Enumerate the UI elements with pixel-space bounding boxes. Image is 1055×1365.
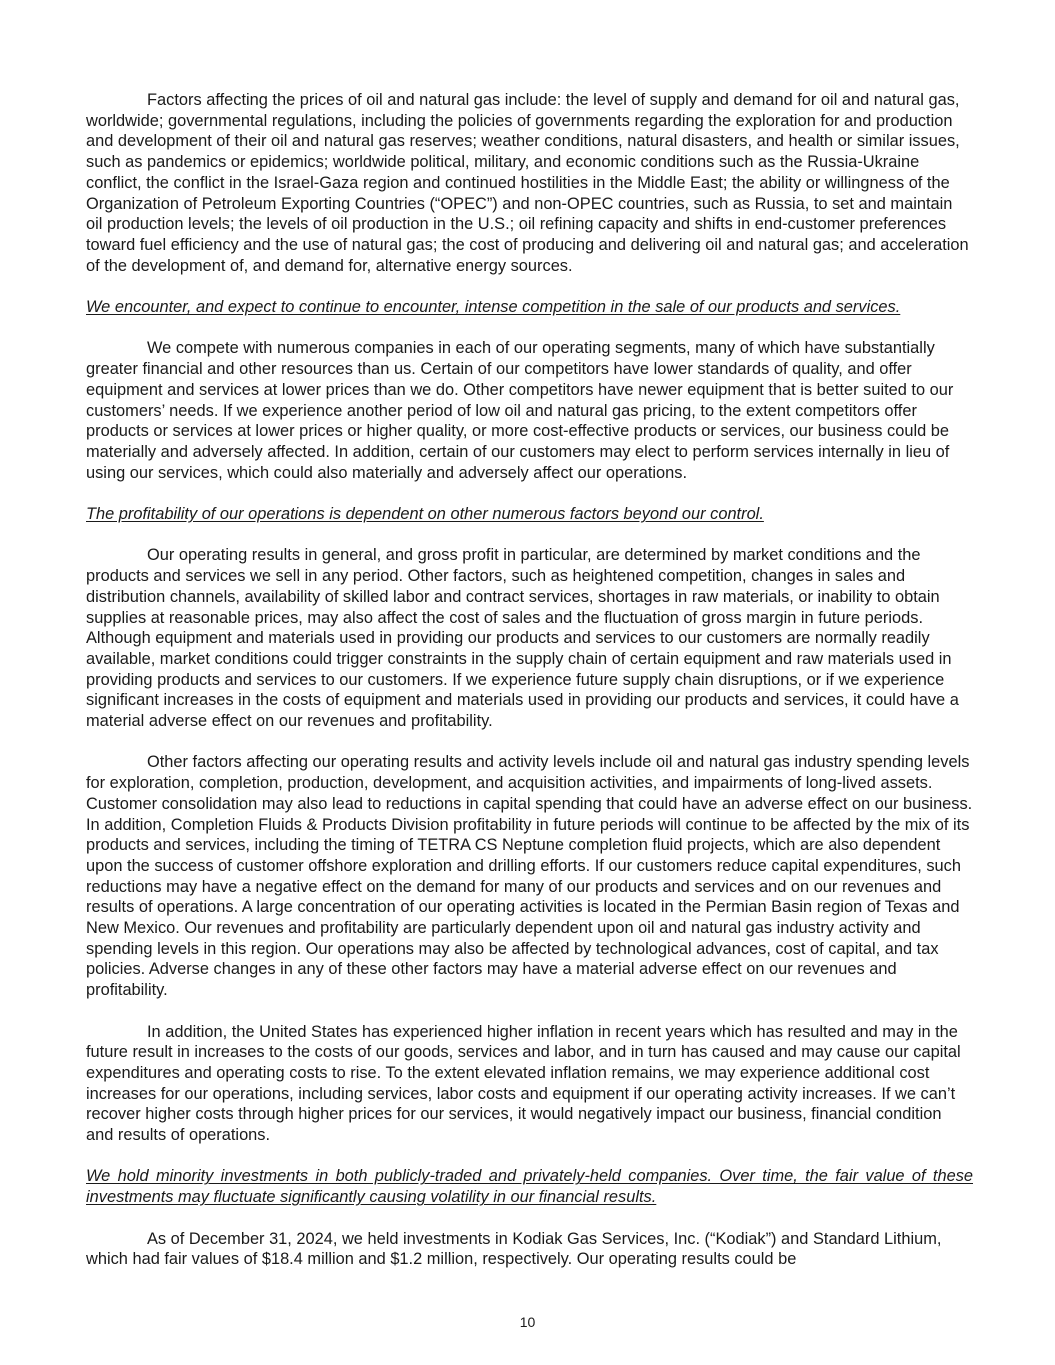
heading-competition: We encounter, and expect to continue to encounter, intense competition in the sale of our products and services. <box>86 298 901 317</box>
paragraph-investments: As of December 31, 2024, we held investments in Kodiak Gas Services, Inc. (“Kodiak”) and Standard Lithium, which had fair values of $18.4 million and $1.2 million, respectively. Our operating results could be <box>86 1229 942 1269</box>
heading-profitability: The profitability of our operations is dependent on other numerous factors beyond our control. <box>86 505 764 524</box>
paragraph-competition: We compete with numerous companies in each of our operating segments, many of which have substantially greater financial and other resources than us. Certain of our competitors have lower standards of quality, and offer equipment and services at lower prices than we do. Other competitors have newer equipment that is better suited to our customers’ needs. If we experience another period of low oil and natural gas pricing, to the extent competitors offer products or services at lower prices or higher quality, or more cost-effective products or services, our business could be materially and adversely affected. In addition, certain of our customers may elect to perform services internally in lieu of using our services, which could also materially and adversely affect our operations. <box>86 339 954 482</box>
document-body <box>86 90 973 1291</box>
paragraph-oil-gas-price-factors: Factors affecting the prices of oil and natural gas include: the level of supply and demand for oil and natural gas, worldwide; governmental regulations, including the policies of governments regarding the exploration for and production and development of their oil and natural gas reserves; weather conditions, natural disasters, and health or similar issues, such as pandemics or epidemics; worldwide political, military, and economic conditions such as the Russia-Ukraine conflict, the conflict in the Israel-Gaza region and continued hostilities in the Middle East; the ability or willingness of the Organization of Petroleum Exporting Countries (“OPEC”) and non-OPEC countries, such as Russia, to set and maintain oil production levels; the levels of oil production in the U.S.; oil refining capacity and shifts in end-customer preferences toward fuel efficiency and the use of natural gas; the cost of producing and delivering oil and natural gas; and acceleration of the development of, and demand for, alternative energy sources. <box>86 91 969 275</box>
paragraph-other-factors: Other factors affecting our operating results and activity levels include oil and natural gas industry spending levels for exploration, completion, production, development, and acquisition activities, and impairments of long-lived assets. Customer consolidation may also lead to reductions in capital spending that could have an adverse effect on our business. In addition, Completion Fluids & Products Division profitability in future periods will continue to be affected by the mix of its products and services, including the timing of TETRA CS Neptune completion fluid projects, which are also dependent upon the success of customer offshore exploration and drilling efforts. If our customers reduce capital expenditures, such reductions may have a negative effect on the demand for many of our products and services and on our revenues and results of operations. A large concentration of our operating activities is located in the Permian Basin region of Texas and New Mexico. Our revenues and profitability are particularly dependent upon oil and natural gas industry activity and spending levels in this region. Our operations may also be affected by technological advances, cost of capital, and tax policies. Adverse changes in any of these other factors may have a material adverse effect on our revenues and profitability. <box>86 753 973 1000</box>
paragraph-inflation: In addition, the United States has experienced higher inflation in recent years which has resulted and may in the future result in increases to the costs of our goods, services and labor, and in turn has caused and may cause our capital expenditures and operating costs to rise. To the extent elevated inflation remains, we may experience additional cost increases for our operations, including services, labor costs and equipment if our operating activity increases. If we can’t recover higher costs through higher prices for our services, it would negatively impact our business, financial condition and results of operations. <box>86 1022 961 1145</box>
page-number: 10 <box>519 1314 536 1330</box>
paragraph-operating-results: Our operating results in general, and gross profit in particular, are determined by market conditions and the products and services we sell in any period. Other factors, such as heightened competition, changes in sales and distribution channels, availability of skilled labor and contract services, shortages in raw materials, or inability to obtain supplies at reasonable prices, may also affect the cost of sales and the fluctuation of gross margin in future periods. Although equipment and materials used in providing our products and services to our customers are normally readily available, market conditions could trigger constraints in the supply chain of certain equipment and raw materials used in providing products and services to our customers. If we experience future supply chain disruptions, or if we experience significant increases in the costs of equipment and materials used in providing our products and services, it could have a material adverse effect on our revenues and profitability. <box>86 546 959 731</box>
heading-minority-investments: We hold minority investments in both publicly-traded and privately-held companies. Over time, the fair value of these investments may fluctuate significantly causing volatility in our financial results. <box>86 1167 973 1207</box>
